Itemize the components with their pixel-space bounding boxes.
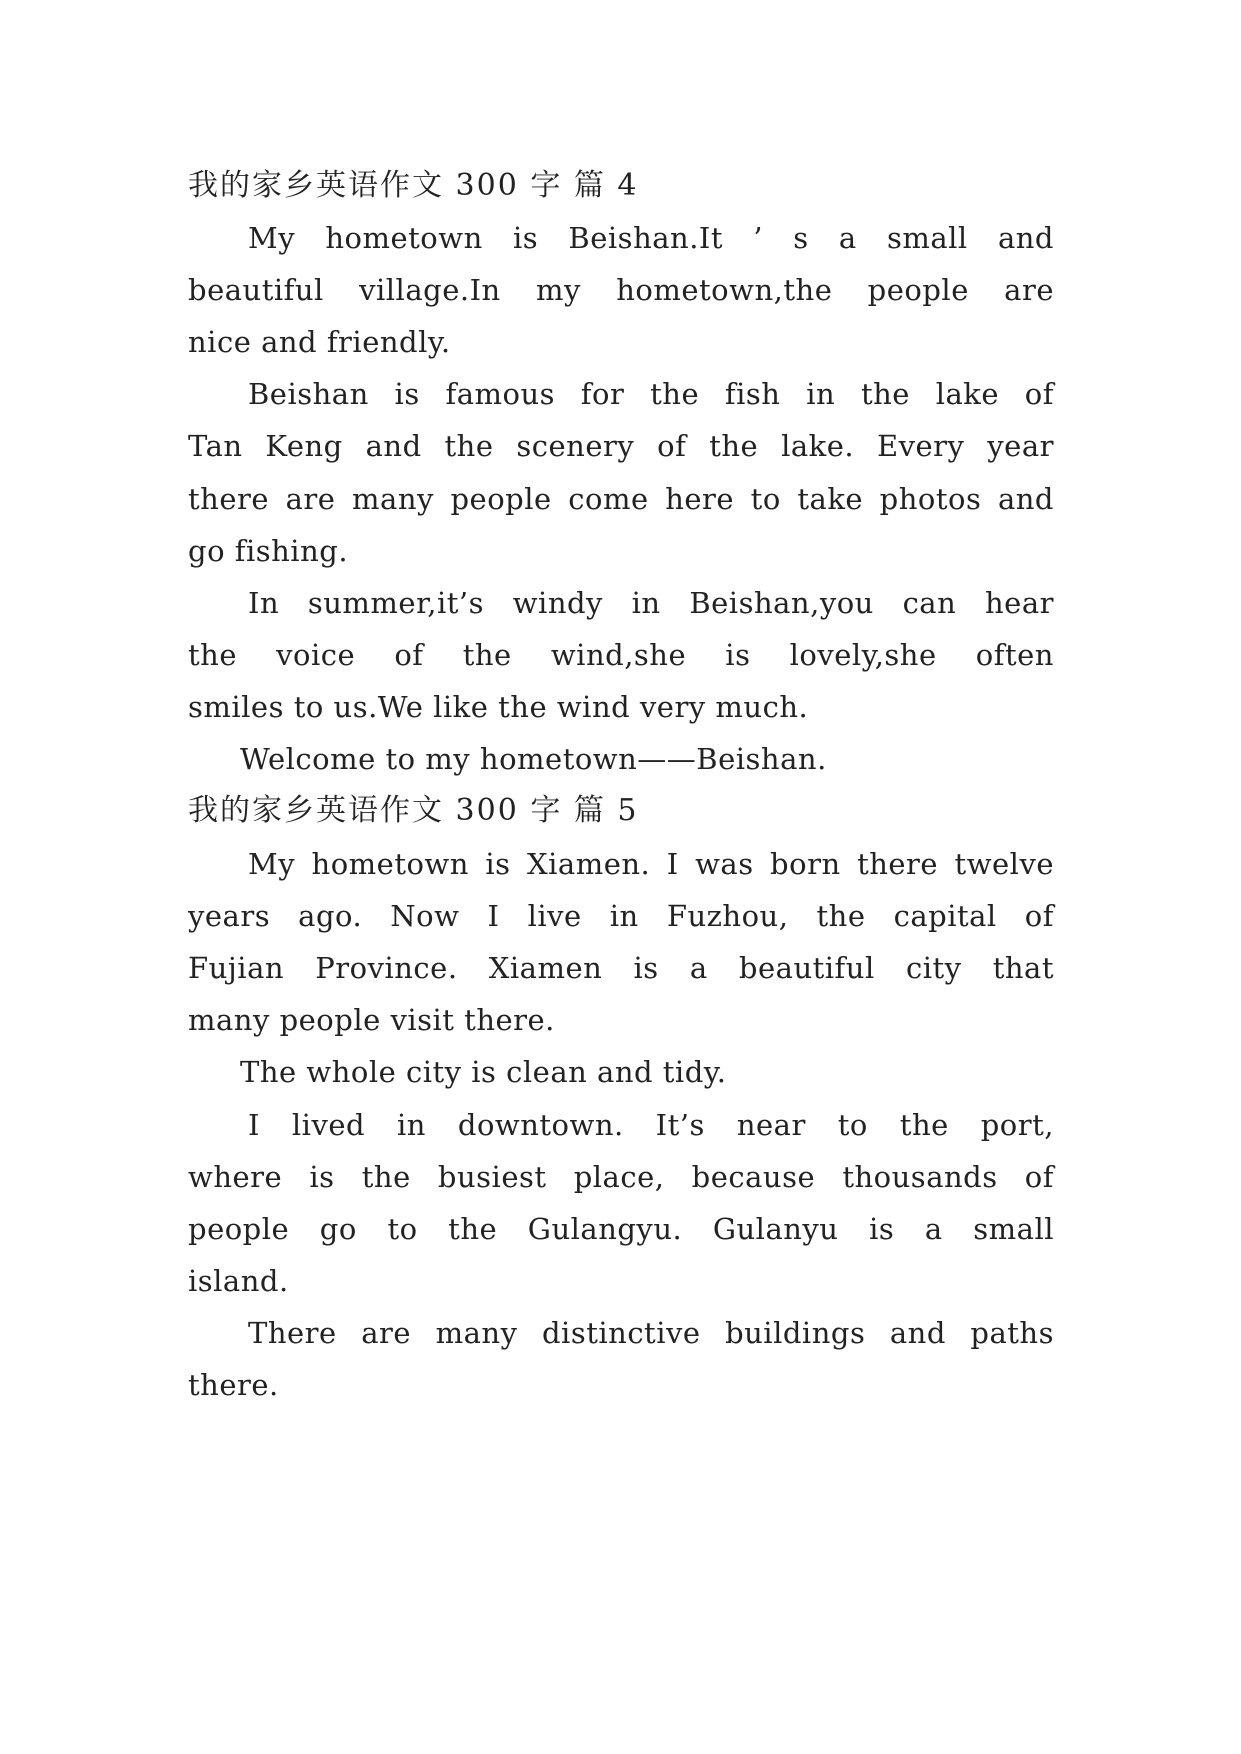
paragraph-line: where is the busiest place, because thousands of	[188, 1160, 1054, 1194]
paragraph-line: Fujian Province. Xiamen is a beautiful city that	[188, 951, 1054, 985]
paragraph-line: beautiful village.In my hometown,the people are	[188, 273, 1054, 307]
paragraph-line: The whole city is clean and tidy.	[240, 1055, 727, 1089]
paragraph-line: In summer,it’s windy in Beishan,you can hear	[248, 586, 1054, 620]
section-heading: 我的家乡英语作文 300 字 篇 5	[188, 793, 639, 828]
paragraph-line: the voice of the wind,she is lovely,she often	[188, 638, 1054, 672]
paragraph-line: go fishing.	[188, 534, 349, 568]
paragraph-line: Beishan is famous for the fish in the lake of	[248, 377, 1054, 411]
paragraph-line: many people visit there.	[188, 1003, 555, 1037]
paragraph-line: My hometown is Beishan.It ’ s a small and	[248, 221, 1054, 255]
paragraph-line: nice and friendly.	[188, 325, 451, 359]
paragraph-line: there.	[188, 1368, 279, 1402]
section-heading: 我的家乡英语作文 300 字 篇 4	[188, 168, 639, 203]
paragraph-line: Welcome to my hometown——Beishan.	[240, 742, 827, 776]
paragraph-line: smiles to us.We like the wind very much.	[188, 690, 809, 724]
paragraph-line: island.	[188, 1264, 289, 1298]
paragraph-line: My hometown is Xiamen. I was born there twelve	[248, 847, 1054, 881]
paragraph-line: Tan Keng and the scenery of the lake. Every year	[188, 429, 1054, 463]
paragraph-line: there are many people come here to take photos and	[188, 482, 1054, 516]
paragraph-line: There are many distinctive buildings and paths	[248, 1316, 1054, 1350]
paragraph-line: I lived in downtown. It’s near to the port,	[248, 1108, 1054, 1142]
paragraph-line: years ago. Now I live in Fuzhou, the capital of	[188, 899, 1054, 933]
paragraph-line: people go to the Gulangyu. Gulanyu is a small	[188, 1212, 1054, 1246]
